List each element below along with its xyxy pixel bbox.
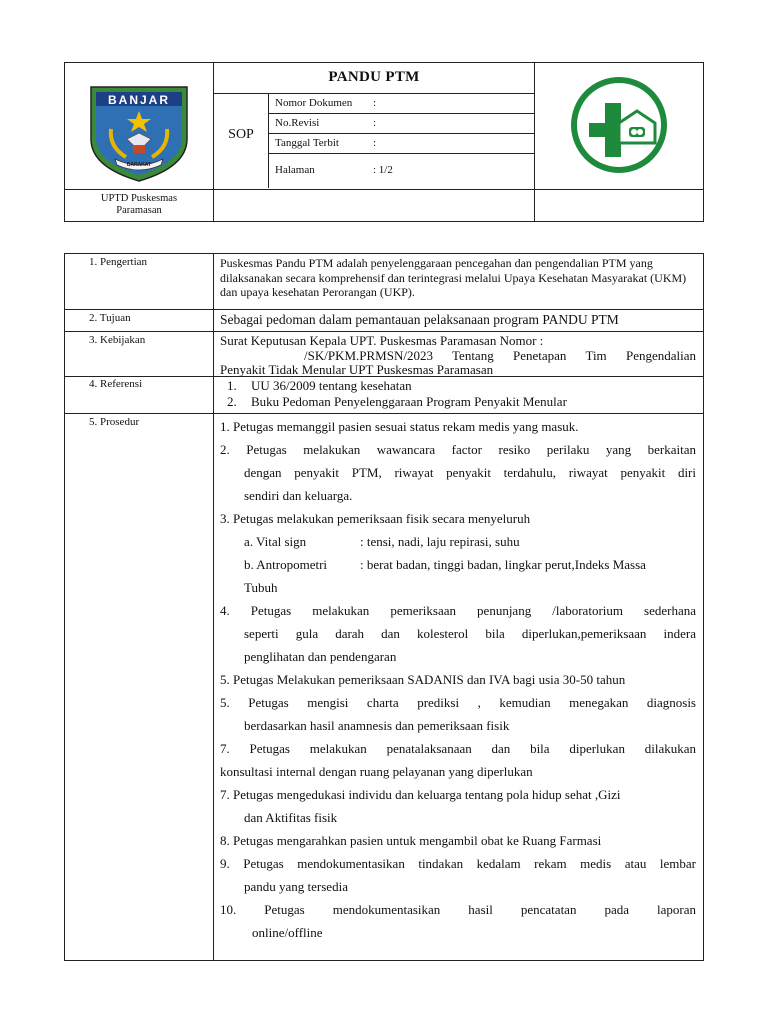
emblem-wordmark: BANJAR [107, 93, 171, 107]
organization-line: Paramasan [116, 205, 162, 216]
procedure-line: 7. Petugas mengedukasi individu dan keluarga tentang pola hidup sehat ,Gizi [220, 787, 621, 802]
procedure-line: dan Aktifitas fisik [244, 810, 338, 825]
section-label-kebijakan: 3. Kebijakan [89, 334, 146, 346]
sop-label: SOP [228, 127, 254, 142]
procedure-line: online/offline [252, 925, 323, 940]
emblem-ribbon-text: BARAKAT [126, 162, 152, 168]
procedure-line: Tubuh [244, 580, 278, 595]
procedure-line: 3. Petugas melakukan pemeriksaan fisik secara menyeluruh [220, 511, 531, 526]
header-divider [268, 93, 269, 188]
referensi-list [227, 378, 703, 410]
header-divider [268, 153, 534, 154]
section-label-tujuan: 2. Tujuan [89, 312, 131, 324]
kebijakan-line: /SK/PKM.PRMSN/2023 Tentang Penetapan Tim Pengendalian [304, 347, 696, 363]
tujuan-text: Sebagai pedoman dalam pemantauan pelaksanaan program PANDU PTM [220, 312, 619, 327]
header-divider [213, 93, 534, 94]
table-divider [65, 309, 703, 310]
doc-field-value: : [373, 117, 377, 129]
list-text: UU 36/2009 tentang kesehatan [251, 378, 412, 393]
procedure-line: seperti gula darah dan kolesterol bila diperlukan,pemeriksaan indera [244, 626, 696, 641]
procedure-line: penglihatan dan pendengaran [244, 649, 397, 664]
right-logo-cell [535, 63, 704, 189]
revision-row [275, 117, 376, 129]
procedure-line: 8. Petugas mengarahkan pasien untuk mengambil obat ke Ruang Farmasi [220, 833, 602, 848]
document-header [64, 62, 704, 222]
table-divider [65, 331, 703, 332]
sub-item-value: : berat badan, tinggi badan, lingkar perut,Indeks Massa [360, 557, 646, 572]
issue-date-row [275, 137, 376, 149]
procedure-line: 5. Petugas Melakukan pemeriksaan SADANIS dan IVA bagi usia 30-50 tahun [220, 672, 626, 687]
doc-field-value: : [373, 137, 377, 149]
procedure-line: dengan penyakit PTM, riwayat penyakit terdahulu, riwayat penyakit diri [244, 465, 696, 480]
list-item [227, 378, 703, 394]
procedure-line: sendiri dan keluarga. [244, 488, 353, 503]
section-label-prosedur: 5. Prosedur [89, 416, 140, 428]
procedure-line: 1. Petugas memanggil pasien sesuai status rekam medis yang masuk. [220, 419, 579, 434]
procedure-line: berdasarkan hasil anamnesis dan pemeriksaan fisik [244, 718, 510, 733]
procedure-line: konsultasi internal dengan ruang pelayanan yang diperlukan [220, 764, 533, 779]
section-label-pengertian: 1. Pengertian [89, 256, 148, 268]
puskesmas-logo-icon [565, 77, 673, 173]
sub-item-key: b. Antropometri [244, 557, 328, 572]
procedure-line: 5. Petugas mengisi charta prediksi , kemudian menegakan diagnosis [220, 695, 696, 710]
procedure-line: 2. Petugas melakukan wawancara factor resiko perilaku yang berkaitan [220, 442, 696, 457]
doc-number-row [275, 97, 376, 109]
procedure-line: 7. Petugas melakukan penatalaksanaan dan bila diperlukan dilakukan [220, 741, 696, 756]
list-item [227, 394, 703, 410]
table-divider [65, 413, 703, 414]
organization-line: UPTD Puskesmas [100, 193, 178, 204]
procedure-line: pandu yang tersedia [244, 879, 348, 894]
header-divider [268, 133, 534, 134]
banjar-regency-emblem-icon [81, 81, 197, 183]
kebijakan-line: Penyakit Tidak Menular UPT Puskesmas Paramasan [220, 362, 494, 377]
section-label-referensi: 4. Referensi [89, 378, 143, 390]
doc-field-label: No.Revisi [275, 117, 320, 129]
pengertian-text: Puskesmas Pandu PTM adalah penyelenggaraan pencegahan dan pengendalian PTM yang dilaksanakan secara komprehensif dan terintegrasi melalui Upaya Kesehatan Masyarakat (UKM) dan upaya kesehatan Perorangan (UKP). [220, 256, 687, 299]
organization-name [65, 193, 213, 217]
list-number: 1. [227, 378, 237, 393]
procedure-line: 9. Petugas mendokumentasikan tindakan kedalam rekam medis atau lembar [220, 856, 696, 871]
document-title: PANDU PTM [328, 69, 420, 85]
page-row [275, 164, 393, 176]
sub-item-value: : tensi, nadi, laju repirasi, suhu [360, 534, 520, 549]
procedure-line [220, 553, 696, 576]
doc-field-value: : [373, 97, 377, 109]
doc-field-label: Nomor Dokumen [275, 97, 353, 109]
procedure-line: 10. Petugas mendokumentasikan hasil pencatatan pada laporan [220, 902, 696, 917]
procedure-line: 4. Petugas melakukan pemeriksaan penunjang /laboratorium sederhana [220, 603, 696, 618]
doc-field-value: : 1/2 [373, 164, 393, 176]
procedure-line [220, 530, 696, 553]
list-number: 2. [227, 394, 237, 409]
header-divider [65, 189, 703, 190]
header-divider [268, 113, 534, 114]
doc-field-label: Halaman [275, 164, 315, 176]
list-text: Buku Pedoman Penyelenggaraan Program Penyakit Menular [251, 394, 567, 409]
kebijakan-text [220, 334, 696, 378]
kebijakan-line: Surat Keputusan Kepala UPT. Puskesmas Paramasan Nomor : [220, 333, 544, 348]
doc-field-label: Tanggal Terbit [275, 137, 339, 149]
table-divider [213, 254, 214, 960]
sub-item-key: a. Vital sign [244, 534, 307, 549]
sop-content-table [64, 253, 704, 961]
prosedur-list [220, 415, 696, 944]
